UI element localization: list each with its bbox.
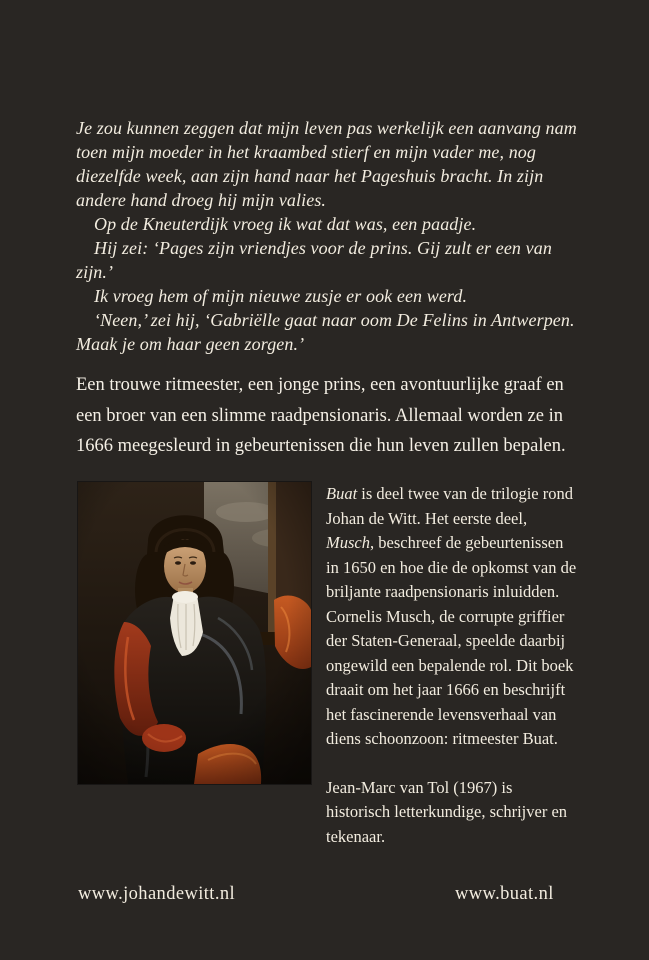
portrait-painting <box>78 482 311 784</box>
intro-text: Een trouwe ritmeester, een jonge prins, een avontuurlijke graaf en een broer van een slimme raadpensionaris. Allemaal worden ze in 1666 meegesleurd in gebeurtenissen die hun leven zullen bepalen. <box>76 375 566 456</box>
content-row <box>78 482 578 849</box>
opening-quote <box>76 116 582 356</box>
author-bio: Jean-Marc van Tol (1967) is historisch letterkundige, schrijver en tekenaar. <box>326 777 568 846</box>
url-buat: www.buat.nl <box>455 884 554 904</box>
quote-paragraph: Op de Kneuterdijk vroeg ik wat dat was, een paadje. <box>94 214 477 234</box>
url-johandewitt: www.johandewitt.nl <box>78 884 236 904</box>
portrait-painting-svg <box>78 482 311 784</box>
quote-paragraph: Hij zei: ‘Pages zijn vriendjes voor de prins. Gij zult er een van zijn.’ <box>76 238 552 282</box>
book-description: Buat is deel twee van de trilogie rond Johan de Witt. Het eerste deel, Musch, beschreef de gebeurtenissen in 1650 en hoe die de opkomst van de briljante raadpensionaris inluidden. Cornelis Musch, de corrupte griffier der Staten-Generaal, speelde daarbij ongewild een bepalende rol. Dit boek draait om het jaar 1666 en beschrijft het fascinerende levensverhaal van diens schoonzoon: ritmeester Buat. <box>326 484 577 748</box>
quote-paragraph: ‘Neen,’ zei hij, ‘Gabriëlle gaat naar oom De Felins in Antwerpen. Maak je om haar geen zorgen.’ <box>76 310 575 354</box>
quote-paragraph: Ik vroeg hem of mijn nieuwe zusje er ook een werd. <box>94 286 468 306</box>
blurb-column <box>326 482 578 849</box>
quote-paragraph: Je zou kunnen zeggen dat mijn leven pas werkelijk een aanvang nam toen mijn moeder in het kraambed stierf en mijn vader me, nog diezelfde week, aan zijn hand naar het Pageshuis bracht. In zijn andere hand droeg hij mijn valies. <box>76 118 577 210</box>
intro-paragraph <box>76 370 588 462</box>
